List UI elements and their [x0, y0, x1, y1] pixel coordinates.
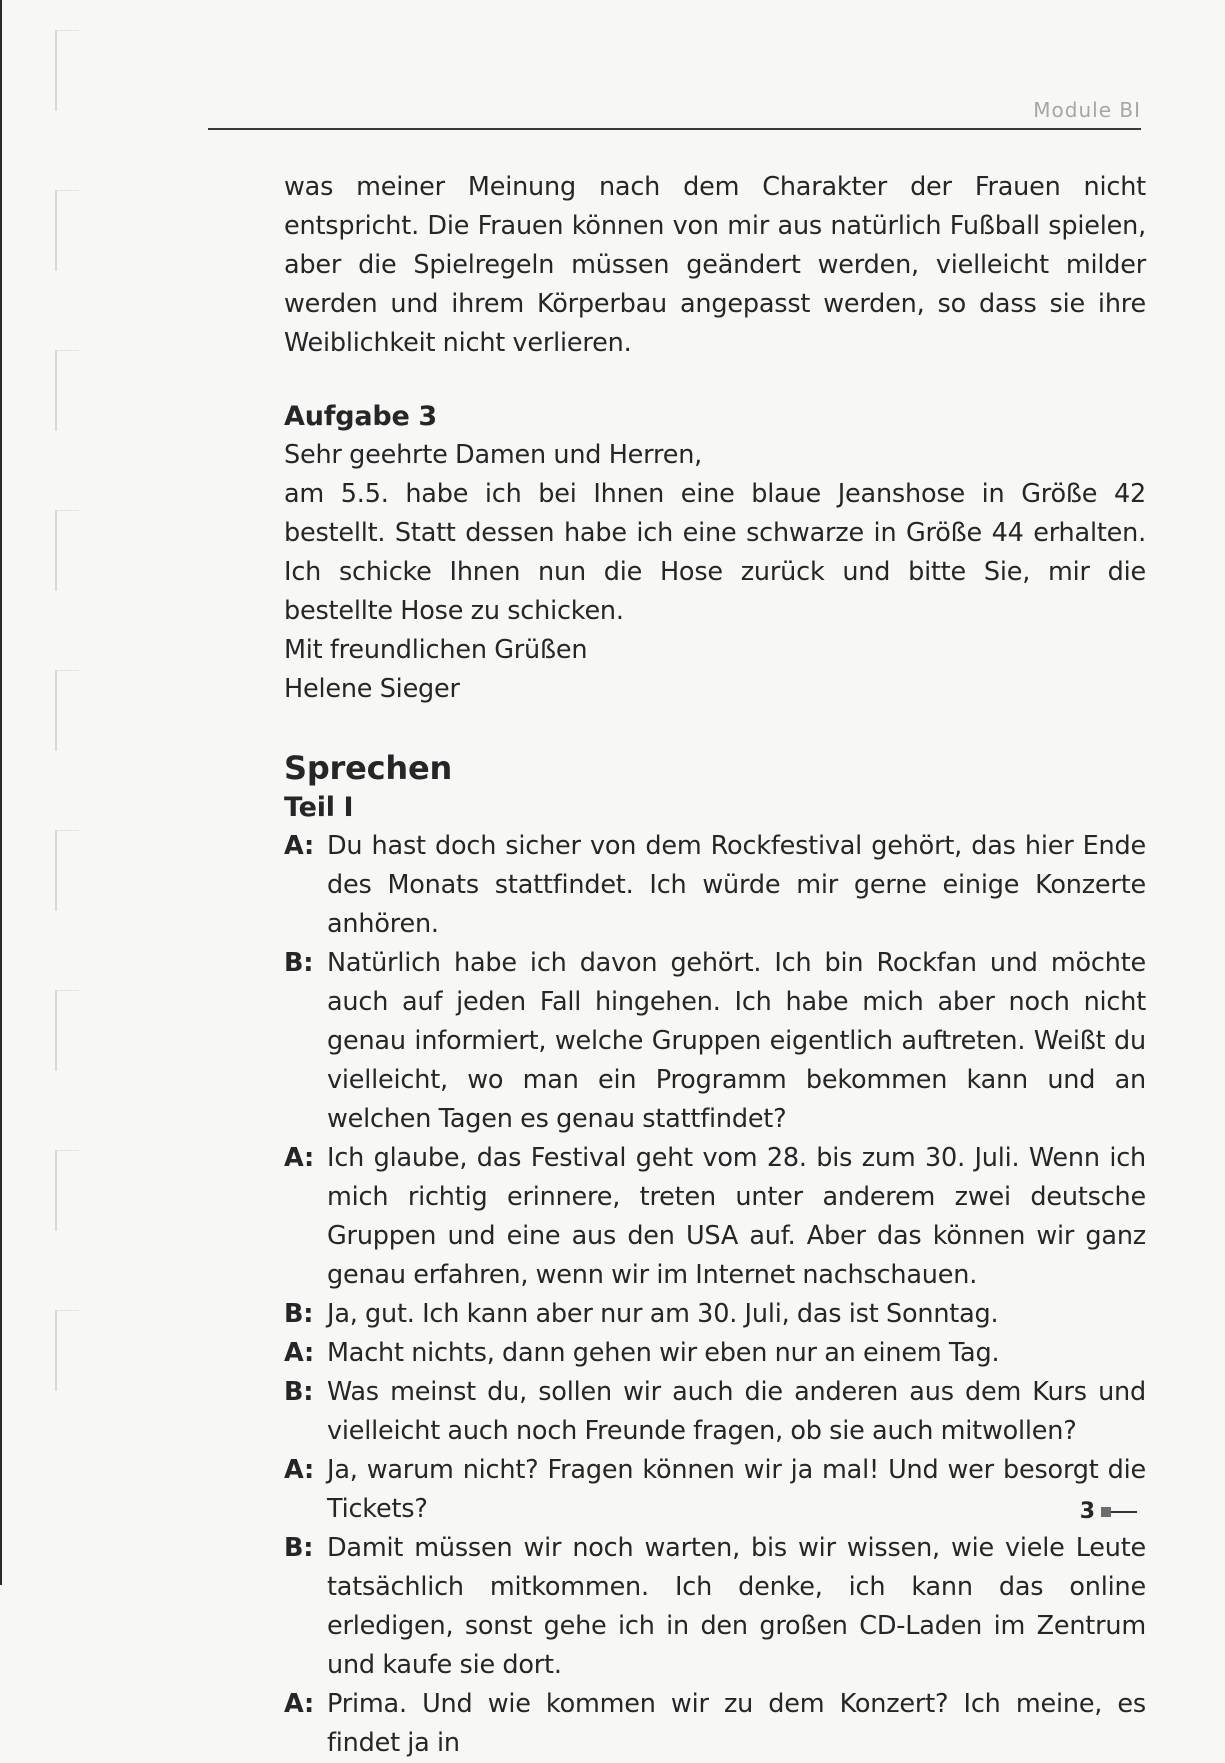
turn-text: Natürlich habe ich davon gehört. Ich bin Rockfan und möchte auch auf jeden Fall hingehen. Ich habe mich aber noch nicht genau informiert, welche Gruppen eigentlich auftreten. Weißt du vielleicht, wo man ein Programm bekommen kann und an welchen Tagen es genau stattfindet? [327, 948, 1146, 1134]
page-number-value: 3 [1079, 1499, 1095, 1524]
dialogue [284, 827, 1146, 1763]
dialogue-turn [284, 1451, 1146, 1529]
page-marker-square [1101, 1507, 1111, 1517]
dialogue-turn [284, 1295, 1146, 1334]
speaker-label: A: [284, 1143, 315, 1173]
scan-bleed-marks [55, 30, 95, 1530]
intro-paragraph: was meiner Meinung nach dem Charakter der Frauen nicht entspricht. Die Frauen können von mir aus natürlich Fußball spielen, aber die Spielregeln müssen geändert werden, vielleicht milder werden und ihrem Körperbau angepasst werden, so dass sie ihre Weiblichkeit nicht verlieren. [284, 172, 1146, 358]
turn-text: Prima. Und wie kommen wir zu dem Konzert? Ich meine, es findet ja in [327, 1689, 1146, 1758]
dialogue-turn [284, 1529, 1146, 1685]
header-rule [208, 128, 1141, 130]
speaker-label: A: [284, 1338, 315, 1368]
bleed-mark [55, 190, 79, 271]
speaker-label: B: [284, 948, 314, 978]
page-left-edge [0, 0, 2, 1585]
bleed-mark [55, 350, 79, 431]
turn-text: Damit müssen wir noch warten, bis wir wissen, wie viele Leute tatsächlich mitkommen. Ich denke, ich kann das online erledigen, sonst gehe ich in den großen CD-Laden im Zentrum und kaufe sie dort. [327, 1533, 1146, 1680]
dialogue-turn [284, 1139, 1146, 1295]
speaker-label: A: [284, 831, 315, 861]
dialogue-turn [284, 1685, 1146, 1763]
page-number [1080, 1499, 1137, 1524]
speaker-label: B: [284, 1299, 314, 1329]
turn-text: Ja, warum nicht? Fragen können wir ja mal! Und wer besorgt die Tickets? [327, 1455, 1146, 1524]
aufgabe-3-heading: Aufgabe 3 [284, 401, 437, 432]
turn-text: Was meinst du, sollen wir auch die anderen aus dem Kurs und vielleicht auch noch Freunde fragen, ob sie auch mitwollen? [327, 1377, 1146, 1446]
letter-signature: Helene Sieger [284, 674, 460, 704]
bleed-mark [55, 830, 79, 911]
dialogue-turn [284, 1373, 1146, 1451]
teil-1-subheading: Teil I [284, 792, 354, 823]
bleed-mark [55, 30, 79, 111]
dialogue-turn [284, 827, 1146, 944]
page-content [284, 168, 1146, 1763]
bleed-mark [55, 670, 79, 751]
speaker-label: A: [284, 1455, 315, 1485]
bleed-mark [55, 990, 79, 1071]
dialogue-turn [284, 1334, 1146, 1373]
letter-closing: Mit freundlichen Grüßen [284, 635, 588, 665]
speaker-label: B: [284, 1533, 314, 1563]
speaker-label: A: [284, 1689, 315, 1719]
bleed-mark [55, 510, 79, 591]
turn-text: Du hast doch sicher von dem Rockfestival gehört, das hier Ende des Monats stattfindet. Ich würde mir gerne einige Konzerte anhören. [327, 831, 1146, 939]
speaker-label: B: [284, 1377, 314, 1407]
sprechen-heading: Sprechen [284, 749, 453, 787]
bleed-mark [55, 1310, 79, 1391]
dialogue-turn [284, 944, 1146, 1139]
turn-text: Ja, gut. Ich kann aber nur am 30. Juli, das ist Sonntag. [327, 1299, 999, 1329]
turn-text: Ich glaube, das Festival geht vom 28. bis zum 30. Juli. Wenn ich mich richtig erinnere, treten unter anderem zwei deutsche Gruppen und eine aus den USA auf. Aber das können wir ganz genau erfahren, wenn wir im Internet nachschauen. [327, 1143, 1146, 1290]
page-marker-line [1111, 1511, 1137, 1513]
bleed-mark [55, 1150, 79, 1231]
letter-salutation: Sehr geehrte Damen und Herren, [284, 440, 703, 470]
letter-body: am 5.5. habe ich bei Ihnen eine blaue Jeanshose in Größe 42 bestellt. Statt dessen habe ich eine schwarze in Größe 44 erhalten. Ich schicke Ihnen nun die Hose zurück und bitte Sie, mir die bestellte Hose zu schicken. [284, 479, 1146, 626]
module-label: Module BI [1033, 98, 1141, 122]
turn-text: Macht nichts, dann gehen wir eben nur an einem Tag. [327, 1338, 1000, 1368]
